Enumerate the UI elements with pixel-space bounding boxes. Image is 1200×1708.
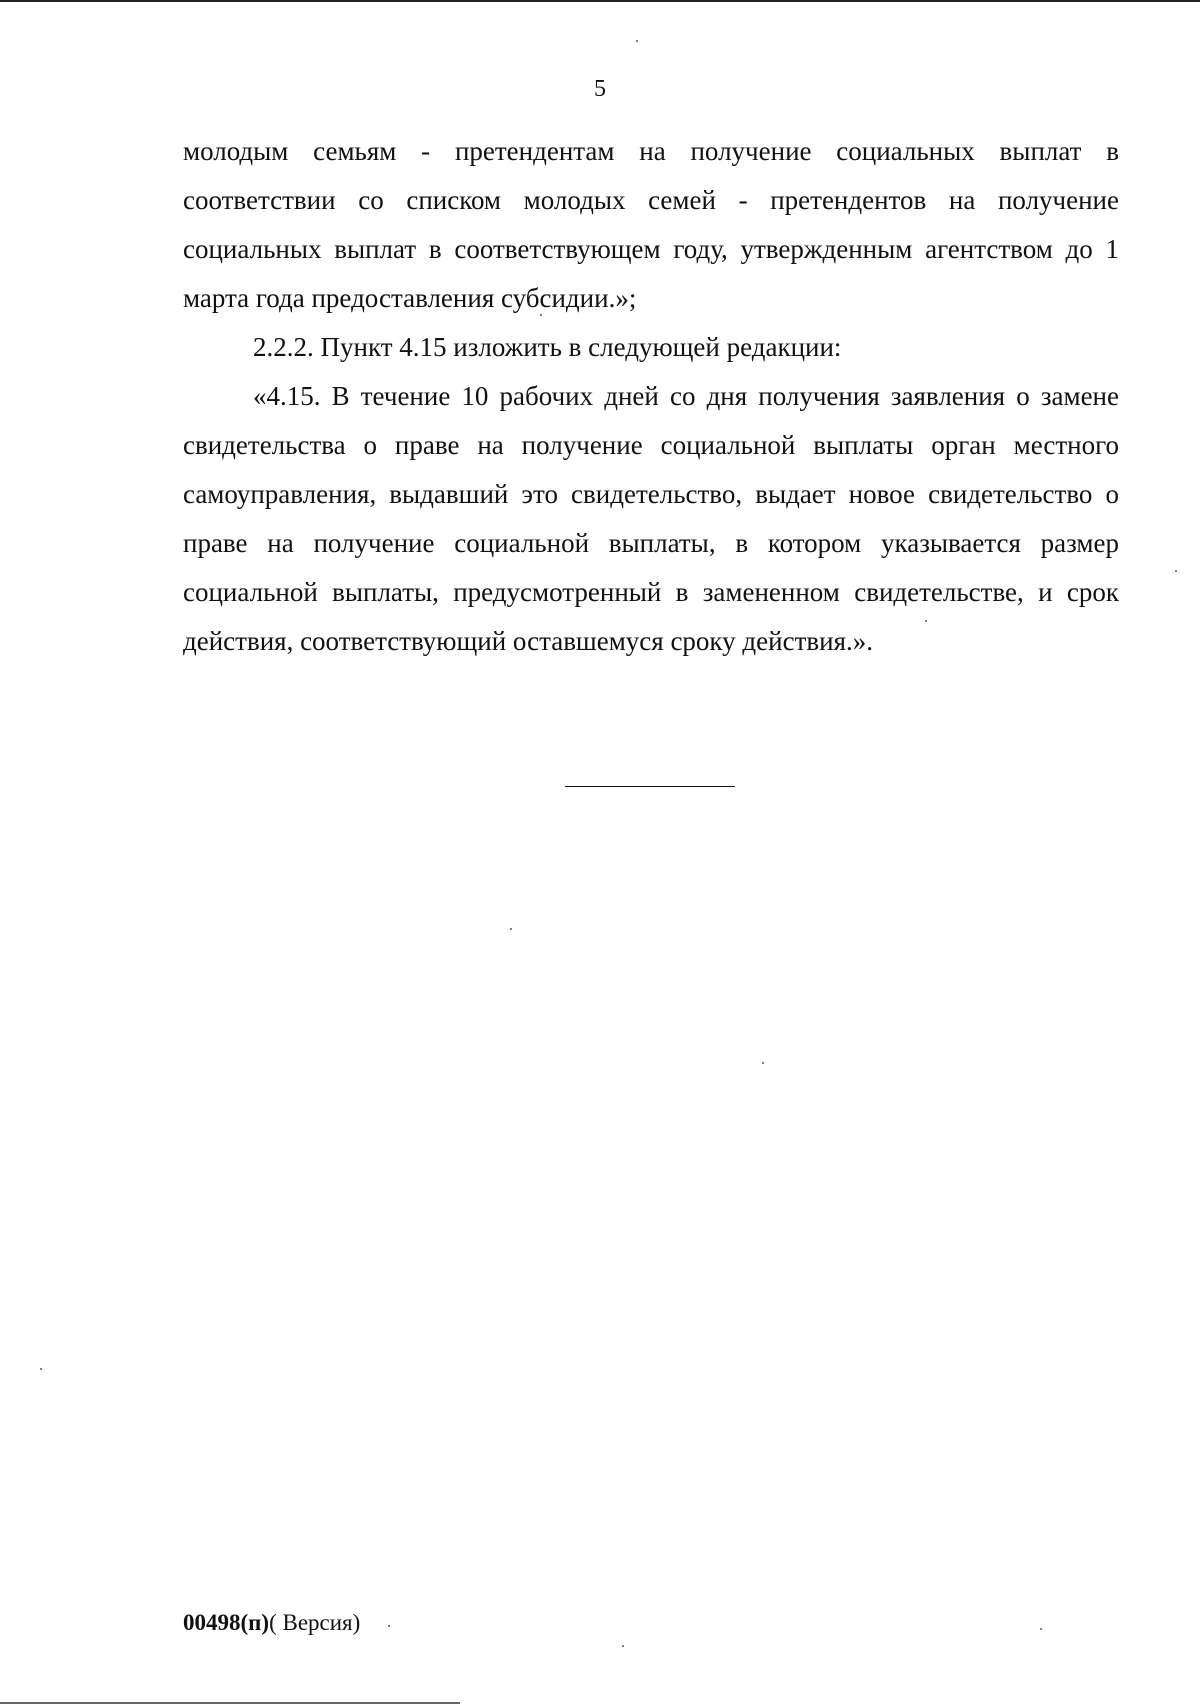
scan-speck bbox=[1040, 1628, 1042, 1630]
text-line: марта года предоставления субсидии.»; bbox=[183, 283, 637, 313]
footer-document-code bbox=[183, 1610, 360, 1636]
end-of-text-rule bbox=[565, 786, 735, 787]
scan-speck bbox=[540, 314, 542, 316]
text-line: соответствии со списком молодых семей - претендентов на получение bbox=[183, 185, 1119, 215]
version-label: ( Версия) bbox=[269, 1610, 361, 1635]
text-line: свидетельства о праве на получение социальной выплаты орган местного bbox=[183, 430, 1119, 460]
text-line: 2.2.2. Пункт 4.15 изложить в следующей редакции: bbox=[253, 332, 842, 362]
text-line: «4.15. В течение 10 рабочих дней со дня получения заявления о замене bbox=[253, 381, 1119, 411]
paragraph-clause-4-15 bbox=[183, 372, 1119, 666]
scan-speck bbox=[636, 40, 638, 42]
scan-speck bbox=[925, 620, 927, 622]
scan-speck bbox=[510, 928, 512, 930]
page-number: 5 bbox=[594, 76, 606, 102]
text-line: действия, соответствующий оставшемуся сроку действия.». bbox=[183, 626, 873, 656]
body-text bbox=[183, 127, 1119, 666]
scan-speck bbox=[622, 1645, 624, 1647]
paragraph-clause-2-2-2 bbox=[183, 323, 1119, 372]
scan-speck bbox=[1175, 570, 1177, 572]
scan-speck bbox=[40, 1368, 42, 1370]
text-line: праве на получение социальной выплаты, в котором указывается размер bbox=[183, 528, 1119, 558]
scan-edge-top bbox=[0, 0, 1200, 2]
document-code: 00498(п) bbox=[183, 1610, 270, 1635]
scan-speck bbox=[762, 1062, 764, 1064]
text-line: молодым семьям - претендентам на получение социальных выплат в bbox=[183, 136, 1119, 166]
text-line: социальной выплаты, предусмотренный в замененном свидетельстве, и срок bbox=[183, 577, 1119, 607]
scan-edge-bottom bbox=[0, 1702, 460, 1704]
text-line: самоуправления, выдавший это свидетельство, выдает новое свидетельство о bbox=[183, 479, 1119, 509]
text-line: социальных выплат в соответствующем году, утвержденным агентством до 1 bbox=[183, 234, 1119, 264]
paragraph-continuation bbox=[183, 127, 1119, 323]
scan-speck bbox=[388, 1625, 390, 1627]
